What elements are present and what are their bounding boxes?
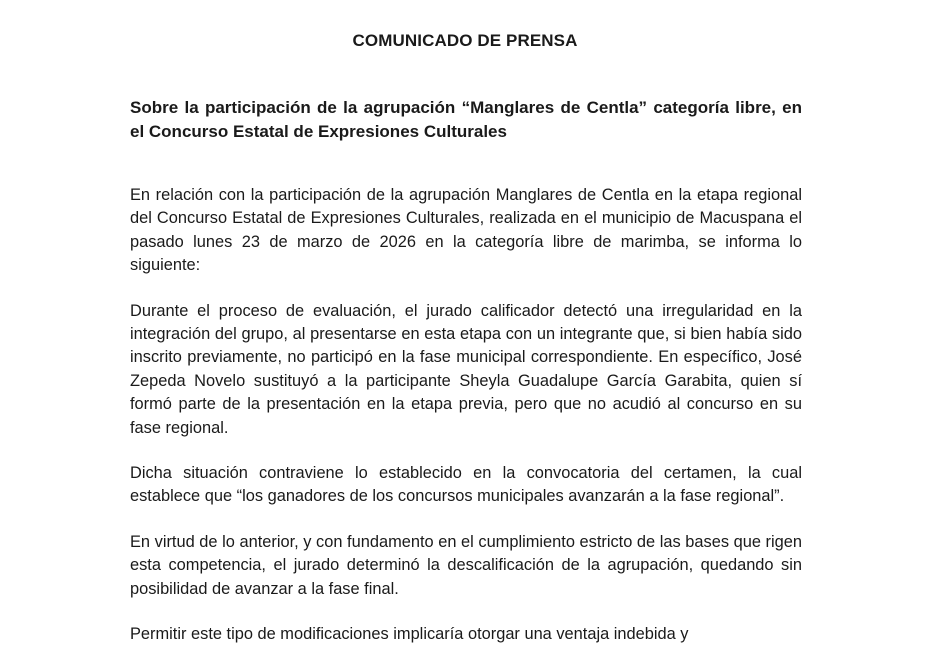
document-subtitle: Sobre la participación de la agrupación “Manglares de Centla” categoría libre, en el Concurso Estatal de Expresiones Culturales — [130, 98, 802, 141]
document-heading: COMUNICADO DE PRENSA — [352, 31, 578, 50]
paragraph-intro: En relación con la participación de la agrupación Manglares de Centla en la etapa regional del Concurso Estatal de Expresiones Culturales, realizada en el municipio de Macuspana el pasado lunes 23 de marzo de 2026 en la categoría libre de marimba, se informa lo siguiente: — [130, 186, 802, 275]
paragraph-evaluation: Durante el proceso de evaluación, el jurado calificador detectó una irregularidad en la integración del grupo, al presentarse en esta etapa con un integrante que, si bien había sido inscrito previamente, no participó en la fase municipal correspondiente. En específico, José Zepeda Novelo sustituyó a la participante Sheyla Guadalupe García Garabita, quien sí formó parte de la presentación en la etapa previa, pero que no acudió al concurso en su fase regional. — [130, 301, 802, 437]
document-body — [130, 184, 802, 669]
paragraph-convocatoria: Dicha situación contraviene lo establecido en la convocatoria del certamen, la cual establece que “los ganadores de los concursos municipales avanzarán a la fase regional”. — [130, 464, 802, 506]
paragraph-descalificacion: En virtud de lo anterior, y con fundamento en el cumplimiento estricto de las bases que rigen esta competencia, el jurado determinó la descalificación de la agrupación, quedando sin posibilidad de avanzar a la fase final. — [130, 532, 802, 598]
paragraph-ventaja: Permitir este tipo de modificaciones implicaría otorgar una ventaja indebida y — [130, 625, 689, 644]
